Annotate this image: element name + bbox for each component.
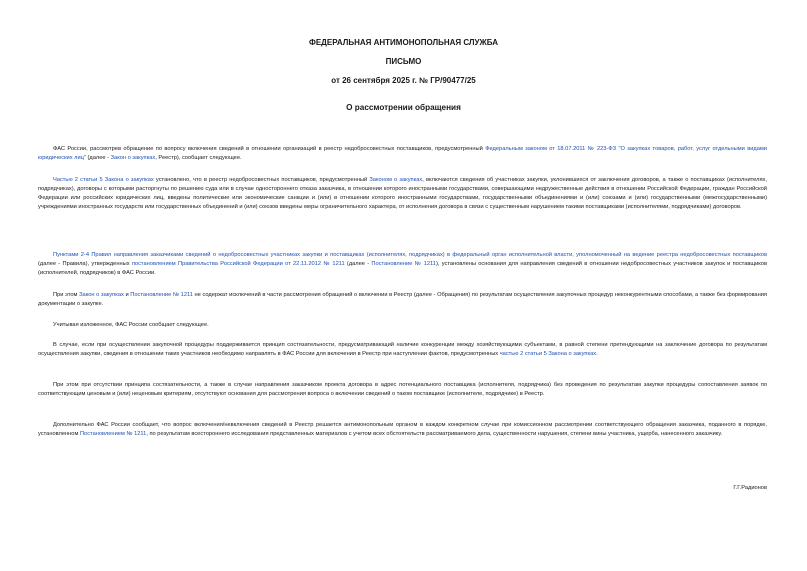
link-law-on-procurement[interactable]: Закон о закупках [110, 155, 156, 161]
link-rules-items-2-4[interactable]: Пунктами 2-4 Правил направления заказчиками сведений о недобросовестных участниках закупки и поставщиках (исполнителях, подрядчиках) в федеральный орган исполнительной власти, уполномоченный на ведение реестра недобросовестных поставщиков [53, 252, 767, 258]
paragraph-text: ), установлены основания для направления сведений в отношении недобросовестных участников закупок и поставщиков (исполнителей, подрядчиков) в ФАС России. [38, 261, 767, 276]
paragraph-6 [38, 341, 767, 359]
paragraph-text: , по результатам всестороннего исследования представленных материалов с учетом всех обстоятельств рассматриваемого дела, существенности нарушения, степени вины участника, ущерба, нанесенного заказчику. [146, 431, 723, 437]
paragraph-text: установлено, что в реестр недобросовестных поставщиков, предусмотренный [153, 177, 370, 183]
paragraph-text: (далее - Правила), утвержденных [38, 261, 132, 267]
paragraph-text: (далее - [85, 155, 111, 161]
paragraph-8 [38, 421, 767, 439]
paragraph-text: ФАС России, рассмотрев обращение по вопросу включения сведений в отношении организаций в реестр недобросовестных поставщиков, предусмотренный [53, 146, 486, 152]
paragraph-text: . [596, 351, 598, 357]
paragraph-3 [38, 251, 767, 278]
link-decree-1211[interactable]: Постановление № 1211 [371, 261, 436, 267]
paragraph-4 [38, 291, 767, 309]
signature: Г.Г.Радионов [733, 485, 767, 491]
link-law-on-procurement[interactable]: Законом о закупках [369, 177, 423, 183]
document-type: ПИСЬМО [385, 57, 422, 66]
link-federal-law-223[interactable]: Федеральным законом от 18.07.2011 № 223-ФЗ "О закупках товаров, работ, услуг отдельными видами юридических лиц" [38, 146, 767, 161]
paragraph-text: В случае, если при осуществлении закупочной процедуры поддерживается принцип состязательности, предусматривающий наличие конкуренции между хозяйствующими субъектами, в равной степени претендующими на заключение договора по результатам осуществления закупки, сведения в отношении таких участников необходимо направлять в ФАС России для включения в Реестр при наступлении фактов, предусмотренных [38, 342, 767, 357]
link-government-decree-1211[interactable]: постановлением Правительства Российской Федерации от 22.11.2012 № 1211 [131, 261, 345, 267]
document-subject: О рассмотрении обращения [346, 103, 461, 112]
paragraph-7: При этом при отсутствии принципа состязательности, а также в случае направления заказчиком проекта договора в адрес потенциального поставщика (исполнителя, подрядчика) без проведения по результатам закупки процедуры сопоставления заявок по соответствующим ценовым и (или) неценовым критериям, отсутствуют основания для рассмотрения вопроса о включении сведений о таком поставщике (исполнителе, подрядчике) в Реестр. [38, 382, 767, 397]
paragraph-1 [38, 145, 767, 163]
paragraph-5: Учитывая изложенное, ФАС России сообщает следующее. [53, 322, 209, 328]
link-decree-1211[interactable]: Постановление № 1211 [130, 292, 193, 298]
paragraph-text: Дополнительно ФАС России сообщает, что вопрос включения/невключения сведений в Реестр решается антимонопольным органом в каждом конкретном случае при комиссионном рассмотрении соответствующего обращения заказчика, поданного в порядке, установленном [38, 422, 767, 437]
link-law-on-procurement[interactable]: Закон о закупках [79, 292, 124, 298]
paragraph-text: не содержат исключений в части рассмотрения обращений о включении в Реестр (далее - Обращения) по результатам осуществления закупочных процедур неконкурентными способами, а также без формирования документации о закупке. [38, 292, 767, 307]
paragraph-text: , Реестр), сообщает следующее. [155, 155, 242, 161]
agency-title: ФЕДЕРАЛЬНАЯ АНТИМОНОПОЛЬНАЯ СЛУЖБА [309, 38, 498, 47]
paragraph-text: (далее - [344, 261, 372, 267]
paragraph-text: При этом [53, 292, 80, 298]
link-part-2-article-5[interactable]: Частью 2 статьи 5 Закона о закупках [53, 177, 154, 183]
paragraph-text: , включаются сведения об участниках закупки, уклонившихся от заключения договоров, а также о поставщиках (исполнителях, подрядчиках), договоры с которыми расторгнуты по решению суда или в случае одностороннего отказа заказчика, в отношении которого иностранными государствами, совершающими недружественные действия в отношении Российской Федерации, граждан Российской Федерации или российских юридических лиц, введены политические или экономические санкции и (или) в отношении которого иностранными государствами, государственными объединениями и (или) союзами и (или) государственными (межгосударственными) учреждениями иностранных государств или государственных объединений и (или) союзов введены меры ограничительного характера, от исполнения договора в связи с существенным нарушением такими поставщиками (исполнителями, подрядчиками) договоров. [38, 177, 767, 210]
link-part-2-article-5[interactable]: частью 2 статьи 5 Закона о закупках [499, 351, 597, 357]
document-date-number: от 26 сентября 2025 г. № ГР/90477/25 [331, 76, 476, 85]
paragraph-text: и [123, 292, 131, 298]
paragraph-2 [38, 176, 767, 212]
link-decree-1211[interactable]: Постановлением № 1211 [79, 431, 147, 437]
